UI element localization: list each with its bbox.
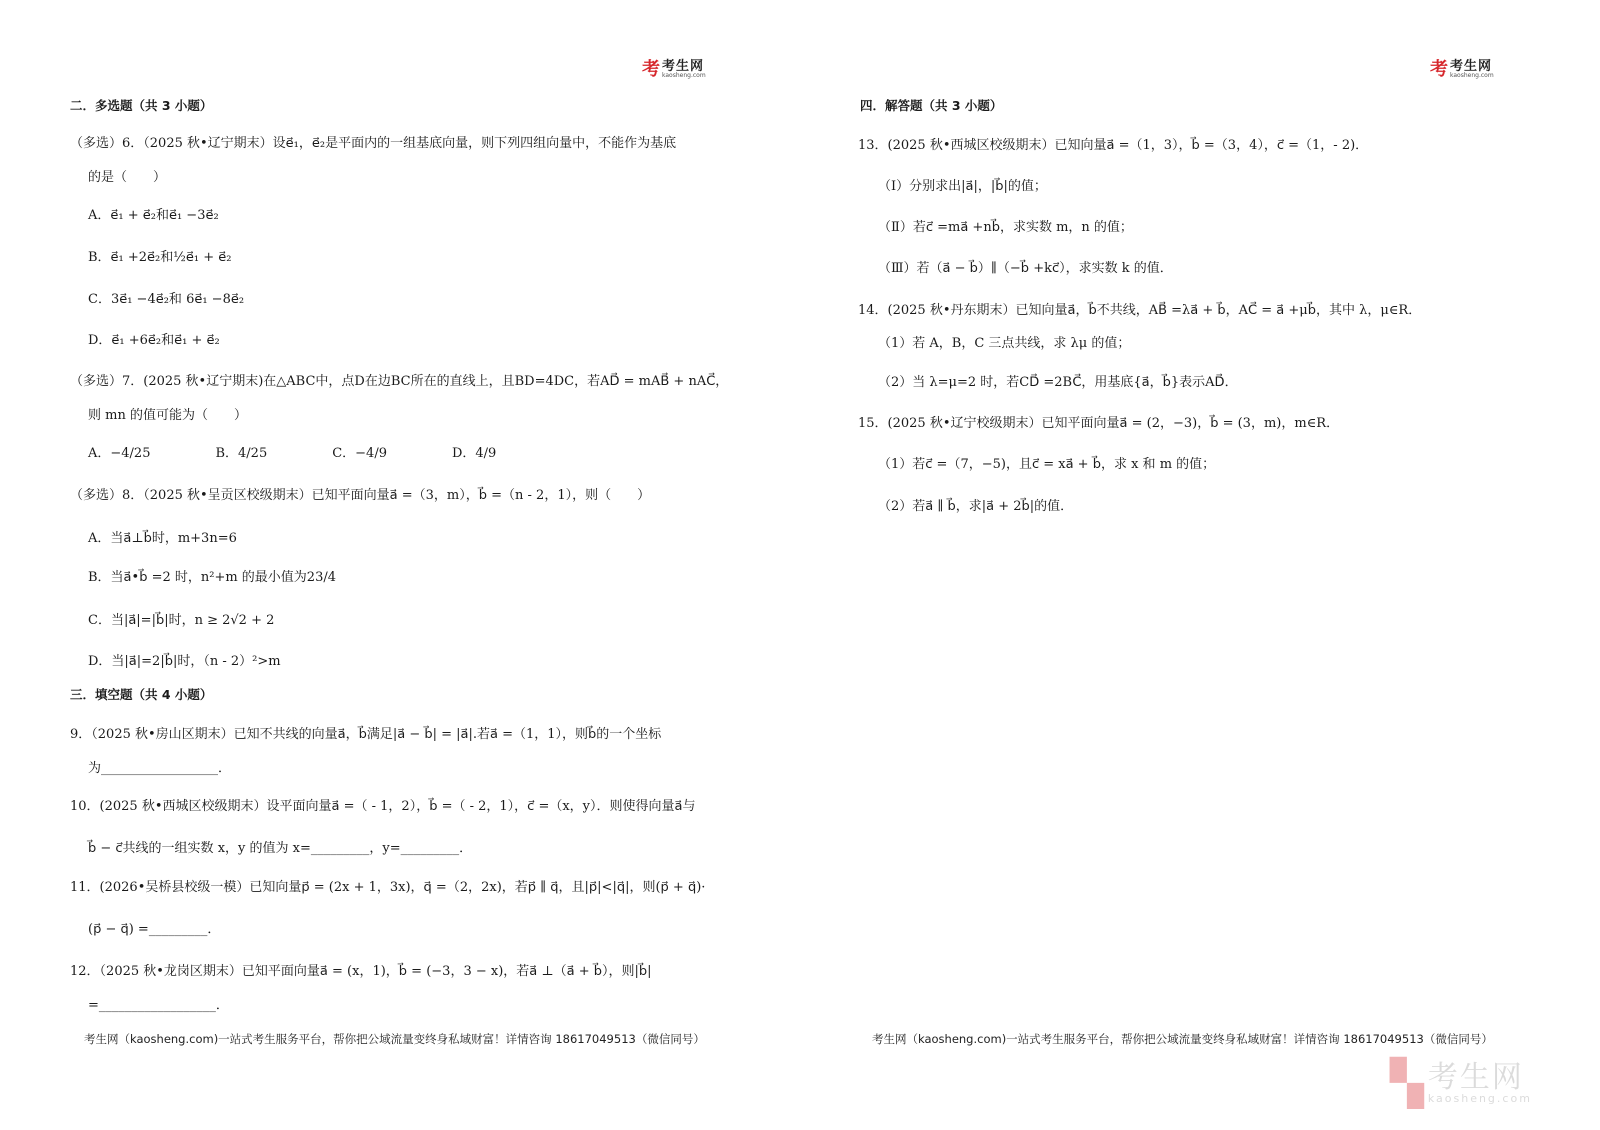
watermark-mark-icon: ▚: [1390, 1058, 1424, 1109]
question-14: 14．(2025 秋•丹东期末）已知向量a⃗，b⃗不共线，AB⃗ =λa⃗ + b⃗，AC⃗ = a⃗ +μb⃗，其中 λ，μ∈R．: [858, 303, 1422, 318]
watermark-cn: 考生网: [1427, 1060, 1524, 1095]
section-heading: 二．多选题（共 3 小题）: [70, 98, 213, 113]
logo-mark-icon: 考: [1430, 58, 1448, 80]
option-a: A．当a⃗⊥b⃗时，m+3n=6: [88, 531, 237, 546]
question-14-part-1: （1）若 A，B，C 三点共线，求 λμ 的值；: [878, 336, 1131, 351]
logo-mark-icon: 考: [642, 58, 660, 80]
option-b: B．e⃗₁ +2e⃗₂和½e⃗₁ + e⃗₂: [88, 250, 232, 265]
question-10: 10．(2025 秋•西城区校级期末）设平面向量a⃗ =（ - 1，2），b⃗ =（ - 2，1），c⃗ =（x，y）．则使得向量a⃗与: [70, 799, 696, 814]
question-9: 9．（2025 秋•房山区期末）已知不共线的向量a⃗，b⃗满足|a⃗ − b⃗| = |a⃗|.若a⃗ =（1，1），则b⃗的一个坐标: [70, 727, 662, 742]
option-c: C．3e⃗₁ −4e⃗₂和 6e⃗₁ −8e⃗₂: [88, 292, 245, 307]
question-11: 11．(2026•吴桥县校级一模）已知向量p⃗ = (2x + 1，3x)，q⃗ =（2，2x)，若p⃗ ∥ q⃗，且|p⃗|<|q⃗|，则(p⃗ + q⃗)·: [70, 880, 706, 895]
logo-cn: 考生网: [1450, 59, 1493, 74]
watermark: [1390, 1058, 1532, 1109]
logo-en: kaosheng.com: [1450, 72, 1494, 79]
option-b: B．当a⃗•b⃗ =2 时，n²+m 的最小值为23/4: [88, 570, 336, 585]
question-6-cont: 的是（ ）: [88, 170, 167, 185]
question-12-cont: =__________________．: [88, 998, 229, 1013]
footer-left: 考生网（kaosheng.com)一站式考生服务平台，帮你把公域流量变终身私域财富！详情咨询 18617049513（微信同号）: [84, 1032, 705, 1046]
question-13-part-2: （Ⅱ）若c⃗ =ma⃗ +nb⃗，求实数 m，n 的值；: [878, 220, 1133, 235]
question-13-part-1: （Ⅰ）分别求出|a⃗|，|b⃗|的值；: [878, 179, 1047, 194]
section-heading: 三．填空题（共 4 小题）: [70, 687, 213, 702]
footer-right: 考生网（kaosheng.com)一站式考生服务平台，帮你把公域流量变终身私域财富！详情咨询 18617049513（微信同号）: [872, 1032, 1493, 1046]
question-15-part-1: （1）若c⃗ =（7，−5)，且c⃗ = xa⃗ + b⃗，求 x 和 m 的值；: [878, 457, 1216, 472]
question-14-part-2: （2）当 λ=μ=2 时，若CD⃗ =2BC⃗，用基底{a⃗，b⃗}表示AD⃗．: [878, 375, 1238, 390]
option-d: D．e⃗₁ +6e⃗₂和e⃗₁ + e⃗₂: [88, 333, 220, 348]
option-c: C．当|a⃗|=|b⃗|时，n ≥ 2√2 + 2: [88, 613, 275, 628]
option-a: A．e⃗₁ + e⃗₂和e⃗₁ −3e⃗₂: [88, 208, 219, 223]
question-12: 12．（2025 秋•龙岗区期末）已知平面向量a⃗ = (x，1)，b⃗ = (−3，3 − x)，若a⃗ ⊥（a⃗ + b⃗），则|b⃗|: [70, 964, 652, 979]
question-7-cont: 则 mn 的值可能为（ ）: [88, 408, 247, 423]
question-6: （多选）6．（2025 秋•辽宁期末）设e⃗₁，e⃗₂是平面内的一组基底向量，则下列四组向量中，不能作为基底: [70, 136, 677, 151]
question-7: （多选）7．(2025 秋•辽宁期末)在△ABC中，点D在边BC所在的直线上，且BD=4DC，若AD⃗ = mAB⃗ + nAC⃗，: [70, 374, 729, 389]
section-heading: 四．解答题（共 3 小题）: [860, 98, 1003, 113]
question-15: 15．(2025 秋•辽宁校级期末）已知平面向量a⃗ = (2，−3)，b⃗ = (3，m)，m∈R．: [858, 416, 1340, 431]
right-column: [800, 0, 1480, 1130]
question-13-part-3: （Ⅲ）若（a⃗ − b⃗）∥（−b⃗ +kc⃗），求实数 k 的值．: [878, 261, 1173, 276]
logo-en: kaosheng.com: [662, 72, 706, 79]
question-10-cont: b⃗ − c⃗共线的一组实数 x，y 的值为 x=_________，y=_________．: [88, 841, 473, 856]
watermark-en: kaosheng.com: [1427, 1092, 1532, 1105]
option-d: D．当|a⃗|=2|b⃗|时，（n - 2）²>m: [88, 654, 281, 669]
question-13: 13．(2025 秋•西城区校级期末）已知向量a⃗ =（1，3），b⃗ =（3，4），c⃗ =（1，- 2)．: [858, 138, 1369, 153]
question-7-options: A．−4/25 B．4/25 C．−4/9 D．4/9: [88, 446, 497, 461]
logo-cn: 考生网: [662, 59, 705, 74]
question-11-cont: (p⃗ − q⃗) =_________．: [88, 922, 221, 937]
question-9-cont: 为__________________．: [88, 761, 232, 776]
question-8: （多选）8．（2025 秋•呈贡区校级期末）已知平面向量a⃗ =（3，m），b⃗ =（n - 2，1），则（ ）: [70, 488, 651, 503]
question-15-part-2: （2）若a⃗ ∥ b⃗，求|a⃗ + 2b⃗|的值．: [878, 499, 1074, 514]
